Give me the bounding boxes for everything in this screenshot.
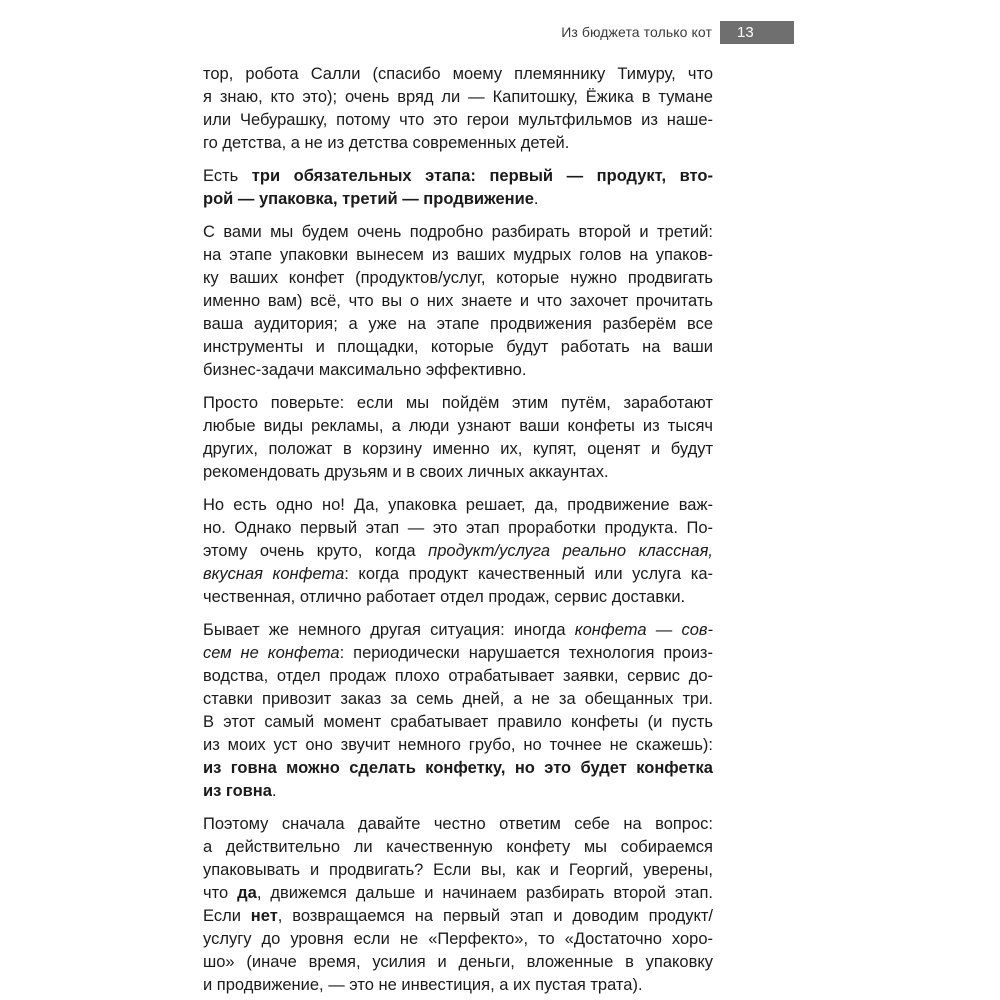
italic-run: сем не конфета <box>203 644 340 662</box>
text-run: . <box>533 190 539 208</box>
text-line <box>203 165 713 188</box>
italic-run: вкусная конфета <box>203 565 345 583</box>
paragraph <box>203 813 713 997</box>
text-run: бизнес-задачи максимально эффективно. <box>203 361 527 379</box>
text-run: или Чебурашку, потому что это герои мультфильмов из наше- <box>203 111 713 129</box>
paragraph <box>203 619 713 803</box>
text-run: Если <box>203 907 251 925</box>
text-run: упаковывать и продвигать? Если вы, как и Георгий, уверены, <box>203 861 713 879</box>
text-line <box>203 438 713 461</box>
text-run: го детства, а не из детства современных детей. <box>203 134 570 152</box>
text-line <box>203 882 713 905</box>
text-run: рекомендовать друзьям и в своих личных аккаунтах. <box>203 463 609 481</box>
text-run: Есть <box>203 167 252 185</box>
text-line <box>203 188 713 211</box>
text-line <box>203 359 713 382</box>
text-run: ставки привозит заказ за семь дней, а не за обещанных три. <box>203 690 713 708</box>
text-run: но. Однако первый этап — это этап проработки продукта. По- <box>203 519 713 537</box>
text-line <box>203 86 713 109</box>
text-line <box>203 517 713 540</box>
bold-run: рой — упаковка, третий — продвижение <box>203 190 534 208</box>
italic-run: продукт/услуга реально классная, <box>428 542 713 560</box>
text-line <box>203 757 713 780</box>
text-line <box>203 734 713 757</box>
paragraph <box>203 221 713 382</box>
text-run: Просто поверьте: если мы пойдём этим путём, заработают <box>203 394 713 412</box>
text-run: , движемся дальше и начинаем разбирать второй этап. <box>256 884 713 902</box>
text-line <box>203 665 713 688</box>
text-line <box>203 63 713 86</box>
text-run: шо» (иначе время, усилия и деньги, вложенные в упаковку <box>203 953 713 971</box>
text-line <box>203 711 713 734</box>
text-run: и продвижение, — это не инвестиция, а их пустая трата). <box>203 976 643 994</box>
text-run: С вами мы будем очень подробно разбирать второй и третий: <box>203 223 713 241</box>
text-line <box>203 415 713 438</box>
text-run: инструменты и площадки, которые будут работать на ваши <box>203 338 713 356</box>
text-run: ку ваших конфет (продуктов/услуг, которые нужно продвигать <box>203 269 713 287</box>
paragraph <box>203 392 713 484</box>
text-run: что <box>203 884 238 902</box>
bold-run: нет <box>250 907 278 925</box>
text-line <box>203 928 713 951</box>
text-line <box>203 494 713 517</box>
text-line <box>203 244 713 267</box>
text-run: других, положат в корзину именно их, купят, оценят и будут <box>203 440 713 458</box>
text-line <box>203 974 713 997</box>
text-run: водства, отдел продаж плохо отрабатывает заявки, сервис до- <box>203 667 713 685</box>
text-run: Но есть одно но! Да, упаковка решает, да, продвижение важ- <box>203 496 713 514</box>
text-line <box>203 563 713 586</box>
text-line <box>203 859 713 882</box>
text-line <box>203 586 713 609</box>
text-run: тор, робота Салли (спасибо моему племяннику Тимуру, что <box>203 65 713 83</box>
text-run: чественная, отлично работает отдел продаж, сервис доставки. <box>203 588 686 606</box>
text-line <box>203 642 713 665</box>
text-run: именно вам) всё, что вы о них знаете и что захочет прочитать <box>203 292 713 310</box>
bold-run: да <box>237 884 257 902</box>
text-run: Поэтому сначала давайте честно ответим себе на вопрос: <box>203 815 713 833</box>
text-line <box>203 221 713 244</box>
text-run: любые виды рекламы, а люди узнают ваши конфеты из тысяч <box>203 417 713 435</box>
text-line <box>203 267 713 290</box>
text-run: Бывает же немного другая ситуация: иногда <box>203 621 575 639</box>
text-line <box>203 540 713 563</box>
paragraph <box>203 165 713 211</box>
text-line <box>203 951 713 974</box>
running-title: Из бюджета только кот <box>561 24 712 40</box>
text-line <box>203 688 713 711</box>
italic-run: конфета — сов- <box>574 621 713 639</box>
text-run: а действительно ли качественную конфету мы собираемся <box>203 838 713 856</box>
text-run: из моих уст оно звучит немного грубо, но точнее не скажешь): <box>203 736 713 754</box>
text-line <box>203 336 713 359</box>
text-run: этому очень круто, когда <box>203 542 429 560</box>
bold-run: из говна <box>203 782 272 800</box>
text-line <box>203 905 713 928</box>
paragraph <box>203 63 713 155</box>
text-line <box>203 780 713 803</box>
text-line <box>203 813 713 836</box>
text-run: я знаю, кто это); очень вряд ли — Капитошку, Ёжика в тумане <box>203 88 713 106</box>
text-run: ваша аудитория; а уже на этапе продвижения разберём все <box>203 315 713 333</box>
text-run: , возвращаемся на первый этап и доводим продукт/ <box>277 907 714 925</box>
text-run: . <box>271 782 277 800</box>
text-line <box>203 619 713 642</box>
text-line <box>203 290 713 313</box>
text-run: услугу до уровня если не «Перфекто», то «Достаточно хоро- <box>203 930 713 948</box>
paragraph <box>203 494 713 609</box>
text-line <box>203 313 713 336</box>
text-line <box>203 392 713 415</box>
page-number: 13 <box>720 21 794 44</box>
text-line <box>203 461 713 484</box>
text-run: : когда продукт качественный или услуга ка- <box>344 565 713 583</box>
text-line <box>203 836 713 859</box>
running-header <box>200 20 794 44</box>
bold-run: из говна можно сделать конфетку, но это будет конфетка <box>203 759 713 777</box>
text-line <box>203 109 713 132</box>
text-run: В этот самый момент срабатывает правило конфеты (и пусть <box>203 713 713 731</box>
text-run: : периодически нарушается технология произ- <box>339 644 713 662</box>
bold-run: три обязательных этапа: первый — продукт, вто- <box>251 167 713 185</box>
text-run: на этапе упаковки вынесем из ваших мудрых голов на упаков- <box>203 246 713 264</box>
body-text <box>203 63 713 997</box>
text-line <box>203 132 713 155</box>
